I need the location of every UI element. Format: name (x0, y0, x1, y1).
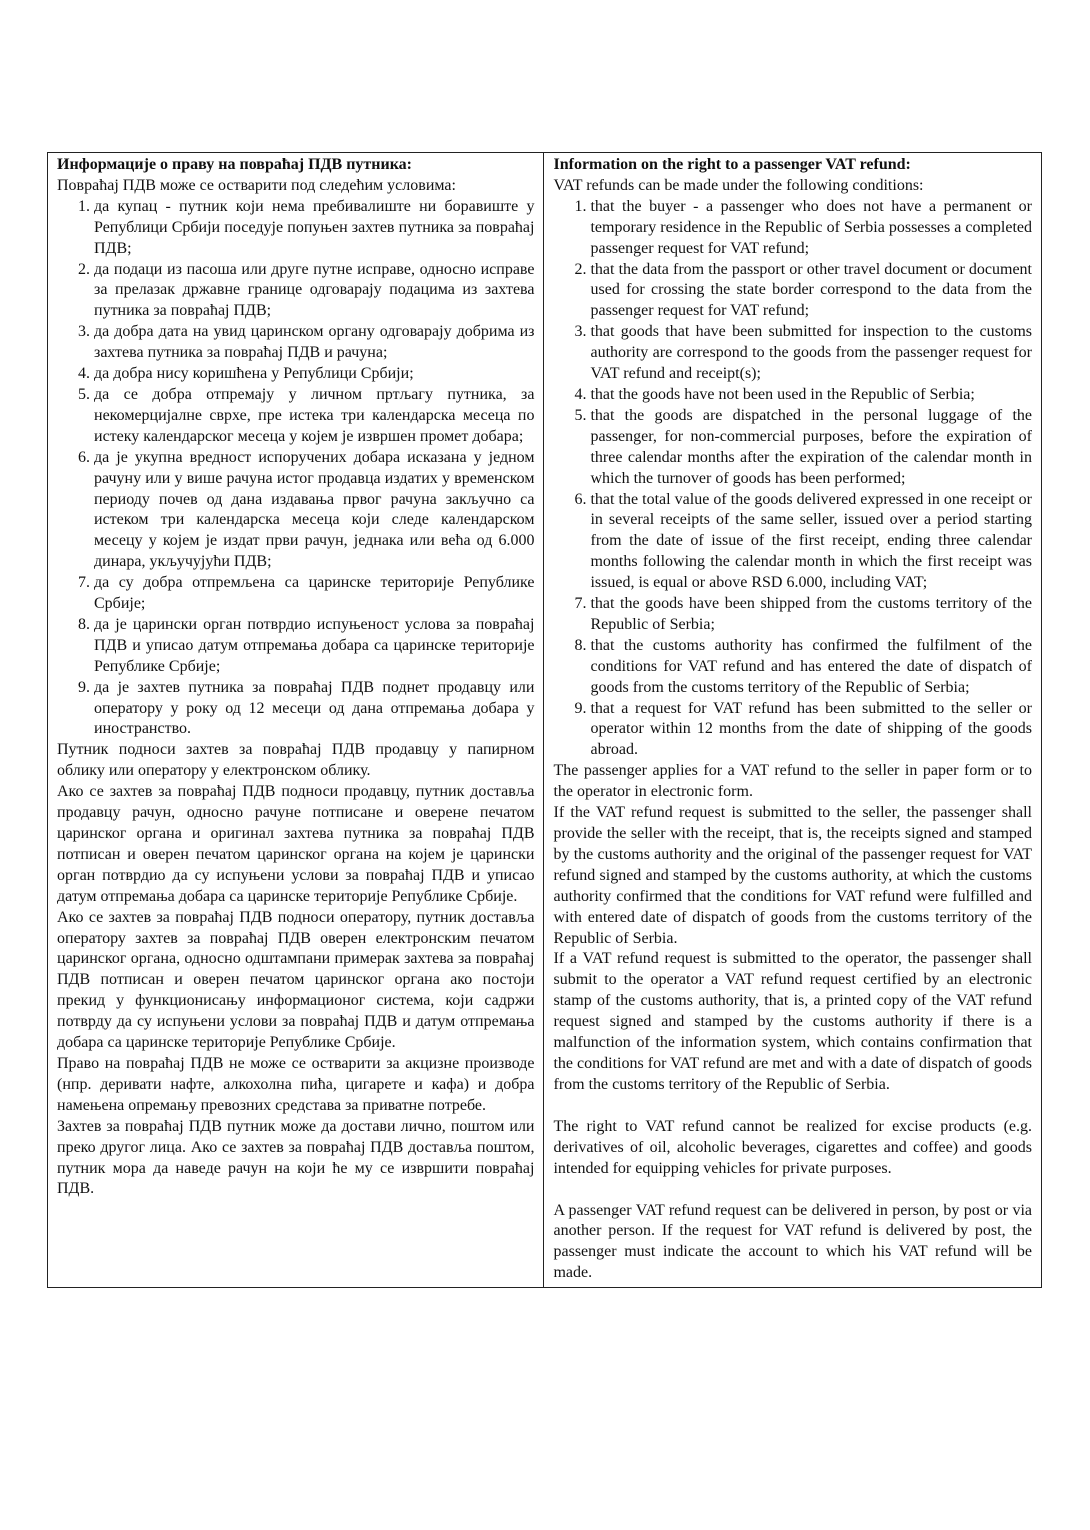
english-conditions-list (553, 197, 1032, 761)
english-paragraph-seller: If the VAT refund request is submitted to the seller, the passenger shall provide the seller with the receipt, that is, the receipts signed and stamped by the customs authority and the original of the passenger request for VAT refund signed and stamped by the customs authority, at which the customs authority confirmed that the conditions for VAT refund were fulfilled and with entered date of dispatch of goods from the customs territory of the Republic of Serbia. (553, 804, 1032, 947)
english-paragraph-operator: If a VAT refund request is submitted to the operator, the passenger shall submit to the operator a VAT refund request certified by an electronic stamp of the customs authority, that is, a printed copy of the VAT refund request signed and stamped by the customs authority if there is a malfunction of the information system, which contains confirmation that the conditions for VAT refund are met and with a date of dispatch of goods from the customs territory of the Republic of Serbia. (553, 950, 1032, 1093)
english-paragraph-excise: The right to VAT refund cannot be realized for excise products (e.g. derivatives of oil, alcoholic beverages, cigarettes and coffee) and goods intended for equipping vehicles for private purposes. (553, 1117, 1032, 1177)
list-item: 2. that the data from the passport or other travel document or document used for crossing the state border correspond to the data from the passenger request for VAT refund; (590, 260, 1032, 323)
serbian-paragraph-seller: Ако се захтев за повраћај ПДВ подноси продавцу, путник доставља продавцу рачун, односно рачуне потписане и оверене печатом царинског органа и оригинал захтева путника за повраћај ПДВ потписан и оверен печатом царинског органа на којем је царински орган потврдио да су испуњени услови за повраћај ПДВ и уписао датум отпремања добара са царинске територије Републике Србије. (57, 783, 535, 905)
table-row (48, 153, 1042, 1288)
list-item: 5. да се добра отпремају у личном пртљагу путника, за некомерцијалне сврхе, пре истека три календарска месеца по истеку календарског месеца у којем је извршен промет добара; (94, 385, 534, 448)
serbian-paragraph-excise: Право на повраћај ПДВ не може се остварити за акцизне производе (нпр. деривати нафте, алкохолна пића, цигарете и кафа) и добра намењена опремању превозних средстава за приватне потребе. (57, 1054, 535, 1114)
list-item: 9. да је захтев путника за повраћај ПДВ поднет продавцу или оператору у року од 12 месеци од дана отпремања добара у иностранство. (94, 678, 534, 741)
list-item: 3. that goods that have been submitted for inspection to the customs authority are correspond to the goods from the passenger request for VAT refund and receipt(s); (590, 322, 1032, 385)
list-item: 8. да је царински орган потврдио испуњеност услова за повраћај ПДВ и уписао датум отпремања добара са царинске територије Републике Србије; (94, 615, 534, 678)
serbian-title: Информације о праву на повраћај ПДВ путника: (57, 156, 413, 173)
serbian-column (48, 153, 544, 1288)
list-item: 1. да купац - путник који нема пребивалиште ни боравиште у Републици Србији поседује попуњен захтев путника за повраћај ПДВ; (94, 197, 534, 260)
list-item: 4. да добра нису коришћена у Републици Србији; (94, 364, 534, 385)
list-item: 4. that the goods have not been used in the Republic of Serbia; (590, 385, 1032, 406)
list-item: 6. да је укупна вредност испоручених добара исказана у једном рачуну или у више рачуна истог продавца издатих у временском периоду почев од дана издавања првог рачуна закључно са истеком три календарска месеца који следе календарском месецу у којем је издат први рачун, једнака или већа од 6.000 динара, укључујући ПДВ; (94, 448, 534, 573)
english-paragraph-delivery: A passenger VAT refund request can be delivered in person, by post or via another person. If the request for VAT refund is delivered by post, the passenger must indicate the account to which his VAT refund will be made. (553, 1201, 1032, 1282)
list-item: 6. that the total value of the goods delivered expressed in one receipt or in several receipts of the same seller, issued over a period starting from the date of issue of the first receipt, ending three calendar months following the calendar month in which the first receipt was issued, is equal or above RSD 6.000, including VAT; (590, 490, 1032, 595)
english-paragraph-submission: The passenger applies for a VAT refund to the seller in paper form or to the operator in electronic form. (553, 762, 1032, 801)
serbian-paragraph-submission: Путник подноси захтев за повраћај ПДВ продавцу у папирном облику или оператору у електронском облику. (57, 741, 535, 780)
english-column (544, 153, 1042, 1288)
serbian-conditions-list (57, 197, 534, 741)
english-title: Information on the right to a passenger VAT refund: (553, 156, 911, 173)
bilingual-info-table (47, 152, 1042, 1288)
list-item: 3. да добра дата на увид царинском органу одговарају добрима из захтева путника за повраћај ПДВ и рачуна; (94, 322, 534, 364)
serbian-intro: Повраћај ПДВ може се остварити под следећим условима: (57, 176, 456, 194)
list-item: 5. that the goods are dispatched in the personal luggage of the passenger, for non-commercial purposes, before the expiration of three calendar months after the expiration of the calendar month in which the turnover of goods has been performed; (590, 406, 1032, 490)
list-item: 9. that a request for VAT refund has been submitted to the seller or operator within 12 months from the date of shipping of the goods abroad. (590, 699, 1032, 762)
list-item: 7. that the goods have been shipped from the customs territory of the Republic of Serbia; (590, 594, 1032, 636)
serbian-paragraph-operator: Ако се захтев за повраћај ПДВ подноси оператору, путник доставља оператору захтев за повраћај ПДВ оверен електронским печатом царинског органа, односно одштампани примерак захтева за повраћај ПДВ потписан и оверен печатом царинског органа ако постоји прекид у функционисању информационог система, који садржи потврду да су испуњени услови за повраћај ПДВ и датум отпремања добара са царинске територије Републике Србије. (57, 908, 535, 1052)
list-item: 8. that the customs authority has confirmed the fulfilment of the conditions for VAT refund and has entered the date of dispatch of goods from the customs territory of the Republic of Serbia; (590, 636, 1032, 699)
english-intro: VAT refunds can be made under the following conditions: (553, 176, 924, 194)
serbian-paragraph-delivery: Захтев за повраћај ПДВ путник може да достави лично, поштом или преко другог лица. Ако се захтев за повраћај ПДВ доставља поштом, путник мора да наведе рачун на који ће му се извршити повраћај ПДВ. (57, 1117, 535, 1198)
list-item: 2. да подаци из пасоша или друге путне исправе, односно исправе за прелазак државне границе одговарају подацима из захтева путника за повраћај ПДВ; (94, 260, 534, 323)
list-item: 1. that the buyer - a passenger who does not have a permanent or temporary residence in the Republic of Serbia possesses a completed passenger request for VAT refund; (590, 197, 1032, 260)
list-item: 7. да су добра отпремљена са царинске територије Републике Србије; (94, 573, 534, 615)
